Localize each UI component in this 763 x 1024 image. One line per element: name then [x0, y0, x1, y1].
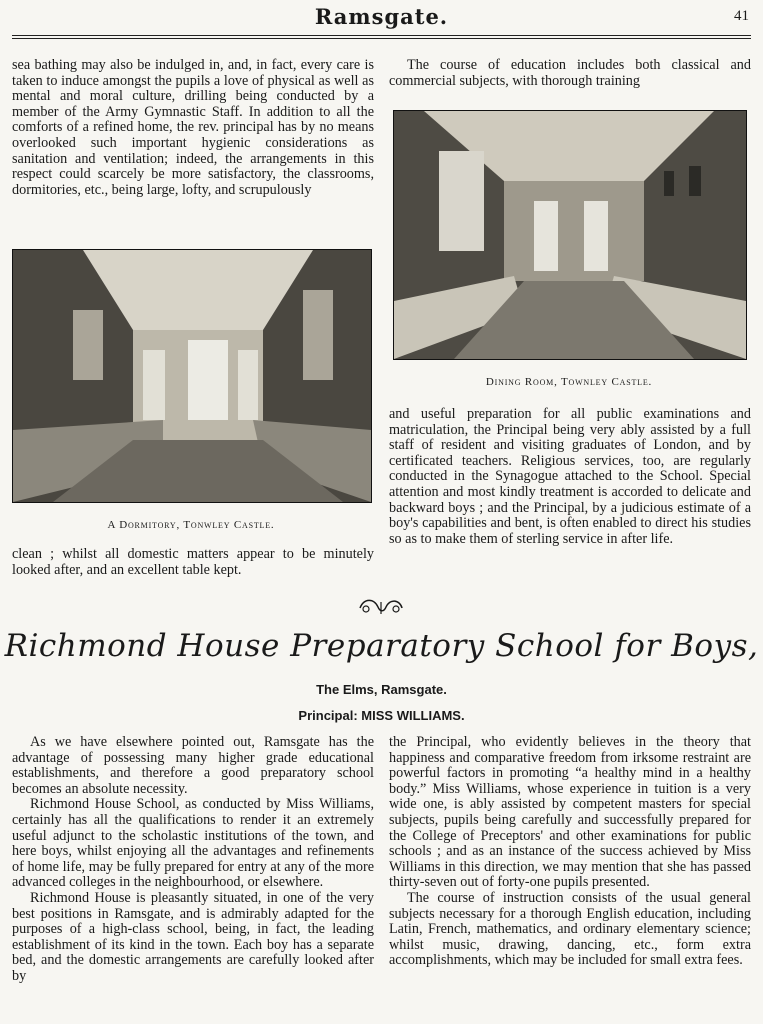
dormitory-photo — [12, 249, 372, 503]
section-title: Richmond House Preparatory School for Boys, — [4, 628, 759, 664]
bottom-left-column — [12, 735, 374, 985]
flourish-ornament-icon — [356, 596, 406, 618]
dining-room-caption: Dining Room, Townley Castle. — [485, 376, 653, 388]
dormitory-caption: A Dormitory, Tonwley Castle. — [107, 519, 275, 531]
paragraph: The course of instruction consists of the usual general subjects necessary for a thorough English education, including Latin, French, mathematics, and ordinary elementary science; whilst music, drawing, dancing, etc., form extra accomplishments, which may be included for small extra fees. — [389, 889, 751, 969]
top-left-column-continued — [12, 547, 374, 578]
dining-room-photo — [393, 110, 747, 360]
principal-name: MISS WILLIAMS. — [361, 708, 465, 723]
paragraph: As we have elsewhere pointed out, Ramsgate has the advantage of possessing many higher grade educational establishments, and therefore a good preparatory school becomes an absolute necessity. — [12, 734, 374, 797]
paragraph: Richmond House School, as conducted by Miss Williams, certainly has all the qualifications to render it an extremely useful adjunct to the scholastic institutions of the town, and here boys, whilst enjoying all the advantages and refinements of home life, may be fully prepared for entry at any of the more advanced colleges in the neighbourhood, or elsewhere. — [12, 796, 374, 891]
paragraph: sea bathing may also be indulged in, and, in fact, every care is taken to induce amongst the pupils a love of physical as well as mental and moral culture, drilling being conducted by a member of the Army Gymnastic Staff. In addition to all the comforts of a refined home, the rev. principal has by no means overlooked such important hygienic considerations as sanitation and ventilation; indeed, the arrangements in this respect could scarcely be more satisfactory, the classrooms, dormitories, etc., being large, lofty, and scrupulously — [12, 57, 374, 198]
school-address: The Elms, Ramsgate. — [316, 682, 447, 697]
running-title: Ramsgate. — [314, 4, 449, 29]
top-left-column — [12, 58, 374, 198]
page-number: 41 — [734, 8, 749, 24]
top-right-column — [389, 58, 751, 89]
paragraph: Richmond House is pleasantly situated, in one of the very best positions in Ramsgate, and is admirably adapted for the purposes of a high-class school, being, in fact, the leading establishment of its kind in the town. Each boy has a separate bed, and the domestic arrangements are carefully looked after by — [12, 889, 374, 984]
paragraph: the Principal, who evidently believes in the theory that happiness and comparative freedom from irksome restraint are powerful factors in promoting “a healthy mind in a healthy body.” Miss Williams, whose experience in tuition is a very wide one, is ably assisted by competent masters for special subjects, pupils being carefully and successfully prepared for the College of Preceptors' and other examinations for public schools ; and as an instance of the success achieved by Miss Williams in this direction, we may mention that she has passed thirty-seven out of forty-one pupils presented. — [389, 734, 751, 891]
header-rule — [12, 35, 751, 39]
principal-line — [0, 708, 763, 723]
paragraph: The course of education includes both classical and commercial subjects, with thorough training — [389, 57, 751, 89]
paragraph: and useful preparation for all public examinations and matriculation, the Principal being very ably assisted by a full staff of resident and visiting graduates of London, and by certificated teachers. Religious services, too, are regularly conducted in the Synagogue attached to the School. Special attention and most kindly treatment is accorded to delicate and backward boys ; and the Principal, by a judicious estimate of a boy's capabilities and bent, is often enabled to direct his studies so as to make them of sterling service in after life. — [389, 406, 751, 547]
bottom-right-column — [389, 735, 751, 969]
top-right-column-continued — [389, 407, 751, 547]
principal-label: Principal: — [298, 708, 358, 723]
paragraph: clean ; whilst all domestic matters appear to be minutely looked after, and an excellent table kept. — [12, 546, 374, 578]
running-head — [0, 4, 763, 32]
